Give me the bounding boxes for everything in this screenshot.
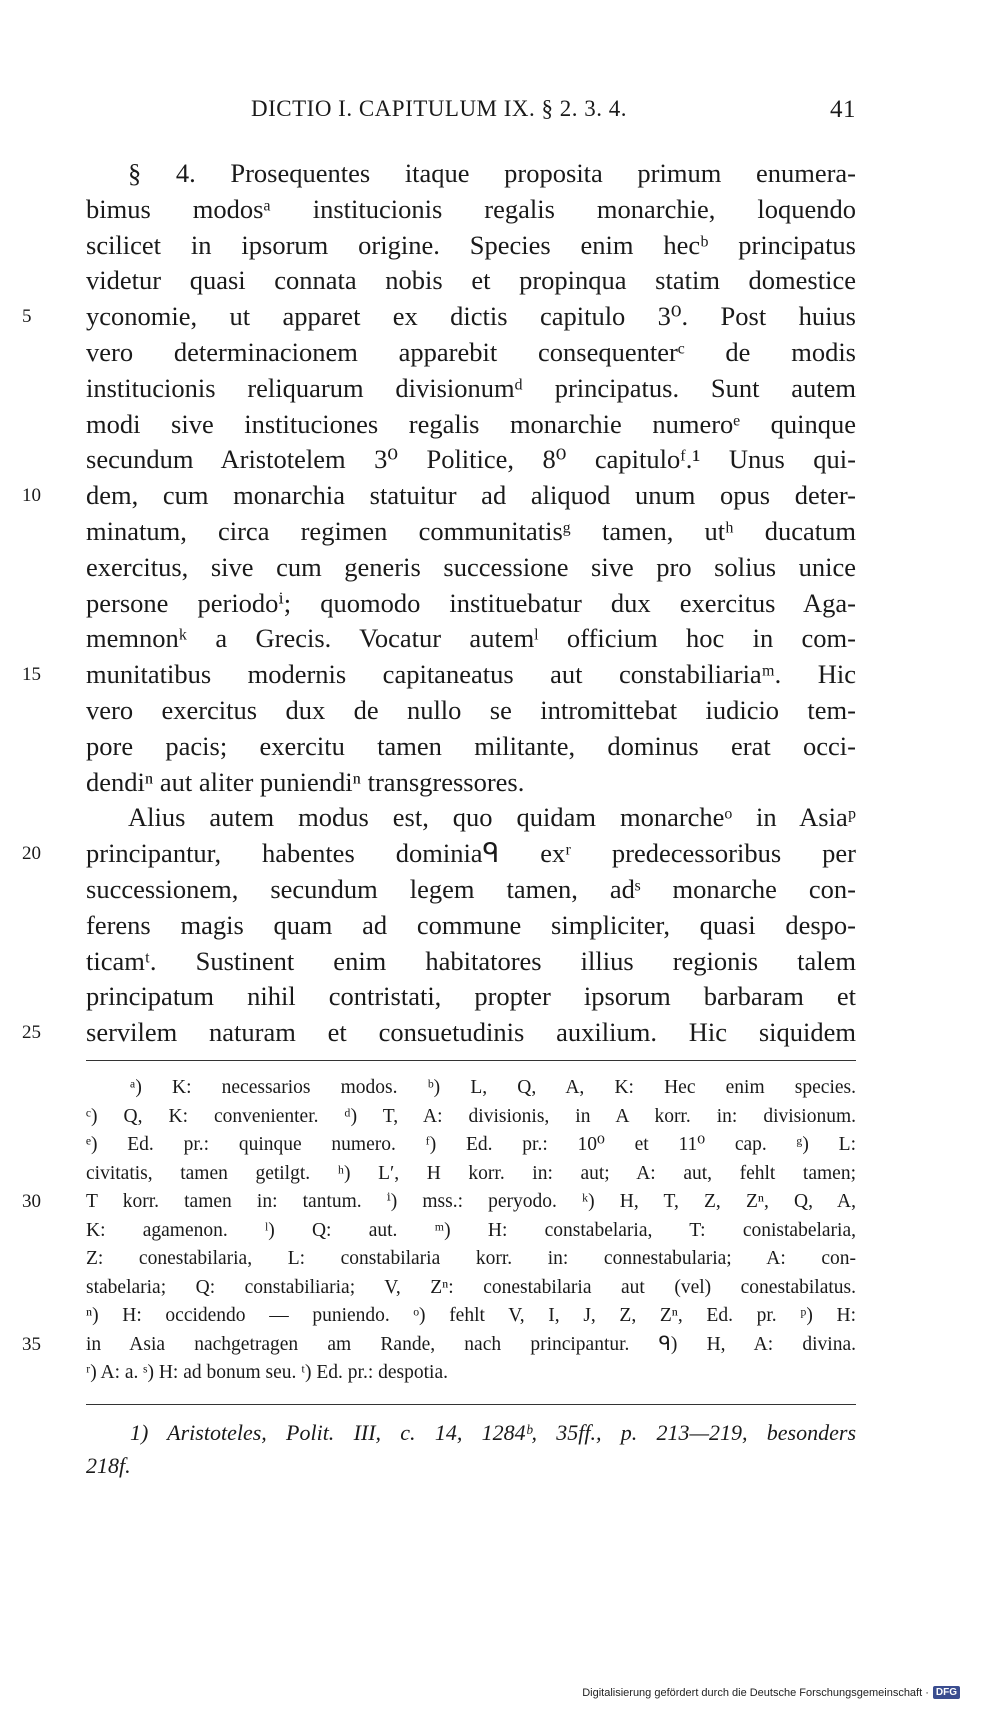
critical-apparatus [22, 1074, 856, 1388]
line-number: 15 [22, 664, 41, 686]
line-text: scilicet in ipsorum origine. Species enim hecᵇ principatus [86, 229, 856, 260]
apparatus-line [86, 1245, 856, 1274]
line-text: videtur quasi connata nobis et propinqua statim domestice [86, 265, 856, 296]
line-text: principantur, habentes dominiaᑫ exʳ predecessoribus per [86, 838, 856, 869]
line-text: civitatis, tamen getilgt. ʰ) L′, H korr. in: aut; A: aut, fehlt tamen; [86, 1162, 856, 1184]
line-text: memnonᵏ a Grecis. Vocatur autemˡ officium hoc in com- [86, 623, 856, 654]
line-number: 30 [22, 1191, 41, 1212]
text-line [86, 514, 856, 550]
text-line [22, 657, 856, 693]
line-text: § 4. Prosequentes itaque proposita primum enumera- [128, 158, 856, 188]
text-line [86, 192, 856, 228]
apparatus-line [22, 1331, 856, 1360]
text-line [86, 228, 856, 264]
line-text: ferens magis quam ad commune simpliciter, quasi despo- [86, 909, 856, 940]
line-text: K: agamenon. ˡ) Q: aut. ᵐ) H: constabelaria, T: conistabelaria, [86, 1219, 856, 1241]
page-number: 41 [830, 96, 856, 123]
line-number: 20 [22, 843, 41, 865]
apparatus-line [86, 1274, 856, 1303]
footnote-divider [86, 1404, 856, 1405]
line-text: successionem, secundum legem tamen, adˢ monarche con- [86, 873, 856, 904]
line-text: persone periodoⁱ; quomodo instituebatur dux exercitus Aga- [86, 587, 856, 618]
text-line [86, 263, 856, 299]
apparatus-line [86, 1074, 856, 1103]
footnote-line [86, 1449, 856, 1482]
line-number: 35 [22, 1333, 41, 1355]
line-text: vero determinacionem apparebit consequenterᶜ de modis [86, 336, 856, 367]
line-text: principatum nihil contristati, propter ipsorum barbaram et [86, 981, 856, 1012]
line-text: exercitus, sive cum generis successione sive pro solius unice [86, 551, 856, 582]
running-title: DICTIO I. CAPITULUM IX. § 2. 3. 4. [251, 96, 628, 121]
line-text: secundum Aristotelem 3⁰ Politice, 8⁰ capituloᶠ.¹ Unus qui- [86, 444, 856, 475]
text-line [86, 335, 856, 371]
text-line [86, 442, 856, 478]
text-line [86, 729, 856, 765]
running-header [86, 96, 856, 130]
text-line [86, 407, 856, 443]
text-line [22, 836, 856, 872]
line-text: institucionis reliquarum divisionumᵈ principatus. Sunt autem [86, 372, 856, 403]
line-number: 25 [22, 1022, 41, 1044]
line-text: modi sive instituciones regalis monarchie numeroᵉ quinque [86, 408, 856, 439]
dfg-logo: DFG [933, 1686, 960, 1699]
line-text: vero exercitus dux de nullo se intromittebat iudicio tem- [86, 694, 856, 725]
line-text: 1) Aristoteles, Polit. III, c. 14, 1284ᵇ, 35ff., p. 213—219, besonders [130, 1420, 856, 1445]
text-line [86, 979, 856, 1015]
line-text: in Asia nachgetragen am Rande, nach principantur. ᑫ) H, A: divina. [86, 1333, 856, 1355]
line-text: ʳ) A: a. ˢ) H: ad bonum seu. ᵗ) Ed. pr.: despotia. [86, 1362, 448, 1383]
line-text: ᵉ) Ed. pr.: quinque numero. ᶠ) Ed. pr.: 10⁰ et 11⁰ cap. ᵍ) L: [86, 1134, 856, 1155]
text-line [86, 621, 856, 657]
text-line [22, 299, 856, 335]
text-line [22, 478, 856, 514]
line-text: ticamᵗ. Sustinent enim habitatores illius regionis talem [86, 945, 856, 976]
text-line [86, 944, 856, 980]
text-line [86, 872, 856, 908]
text-line [86, 550, 856, 586]
text-line [86, 693, 856, 729]
line-text: servilem naturam et consuetudinis auxilium. Hic siquidem [86, 1017, 856, 1048]
line-text: dem, cum monarchia statuitur ad aliquod unum opus deter- [86, 480, 856, 511]
line-text: stabelaria; Q: constabiliaria; V, Zⁿ: conestabilaria aut (vel) conestabilatus. [86, 1276, 856, 1298]
line-text: Alius autem modus est, quo quidam monarcheᵒ in Asiaᵖ [128, 802, 856, 833]
text-line [22, 1015, 856, 1051]
line-number: 10 [22, 485, 41, 507]
main-text [22, 156, 856, 1051]
text-line [86, 156, 856, 192]
apparatus-divider [86, 1060, 856, 1061]
line-text: munitatibus modernis capitaneatus aut constabiliariaᵐ. Hic [86, 659, 856, 690]
text-line [86, 800, 856, 836]
footnotes [86, 1416, 856, 1482]
line-text: ⁿ) H: occidendo — puniendo. ᵒ) fehlt V, I, J, Z, Zⁿ, Ed. pr. ᵖ) H: [86, 1305, 856, 1326]
digitization-credit [582, 1686, 960, 1699]
footnote-line [86, 1416, 856, 1449]
apparatus-line [86, 1359, 856, 1388]
apparatus-line [86, 1103, 856, 1132]
text-line [86, 586, 856, 622]
apparatus-line [86, 1217, 856, 1246]
line-text: ᶜ) Q, K: convenienter. ᵈ) T, A: divisionis, in A korr. in: divisionum. [86, 1105, 856, 1127]
line-text: 218f. [86, 1453, 131, 1478]
text-line [86, 908, 856, 944]
line-text: T korr. tamen in: tantum. ⁱ) mss.: peryodo. ᵏ) H, T, Z, Zⁿ, Q, A, [86, 1191, 856, 1212]
apparatus-line [86, 1160, 856, 1189]
text-line [86, 765, 856, 801]
line-number: 5 [22, 306, 32, 328]
apparatus-line [86, 1302, 856, 1331]
line-text: ᵃ) K: necessarios modos. ᵇ) L, Q, A, K: Hec enim species. [130, 1077, 856, 1098]
text-line [86, 371, 856, 407]
apparatus-line [86, 1131, 856, 1160]
line-text: dendiⁿ aut aliter puniendiⁿ transgressores. [86, 766, 525, 797]
line-text: yconomie, ut apparet ex dictis capitulo 3⁰. Post huius [86, 301, 856, 332]
credit-text: Digitalisierung gefördert durch die Deutsche Forschungsgemeinschaft · [582, 1686, 929, 1699]
line-text: Z: conestabilaria, L: constabilaria korr. in: connestabularia; A: con- [86, 1248, 856, 1269]
line-text: pore pacis; exercitu tamen militante, dominus erat occi- [86, 730, 856, 761]
apparatus-line [22, 1188, 856, 1217]
line-text: bimus modosᵃ institucionis regalis monarchie, loquendo [86, 193, 856, 224]
line-text: minatum, circa regimen communitatisᵍ tamen, utʰ ducatum [86, 515, 856, 546]
